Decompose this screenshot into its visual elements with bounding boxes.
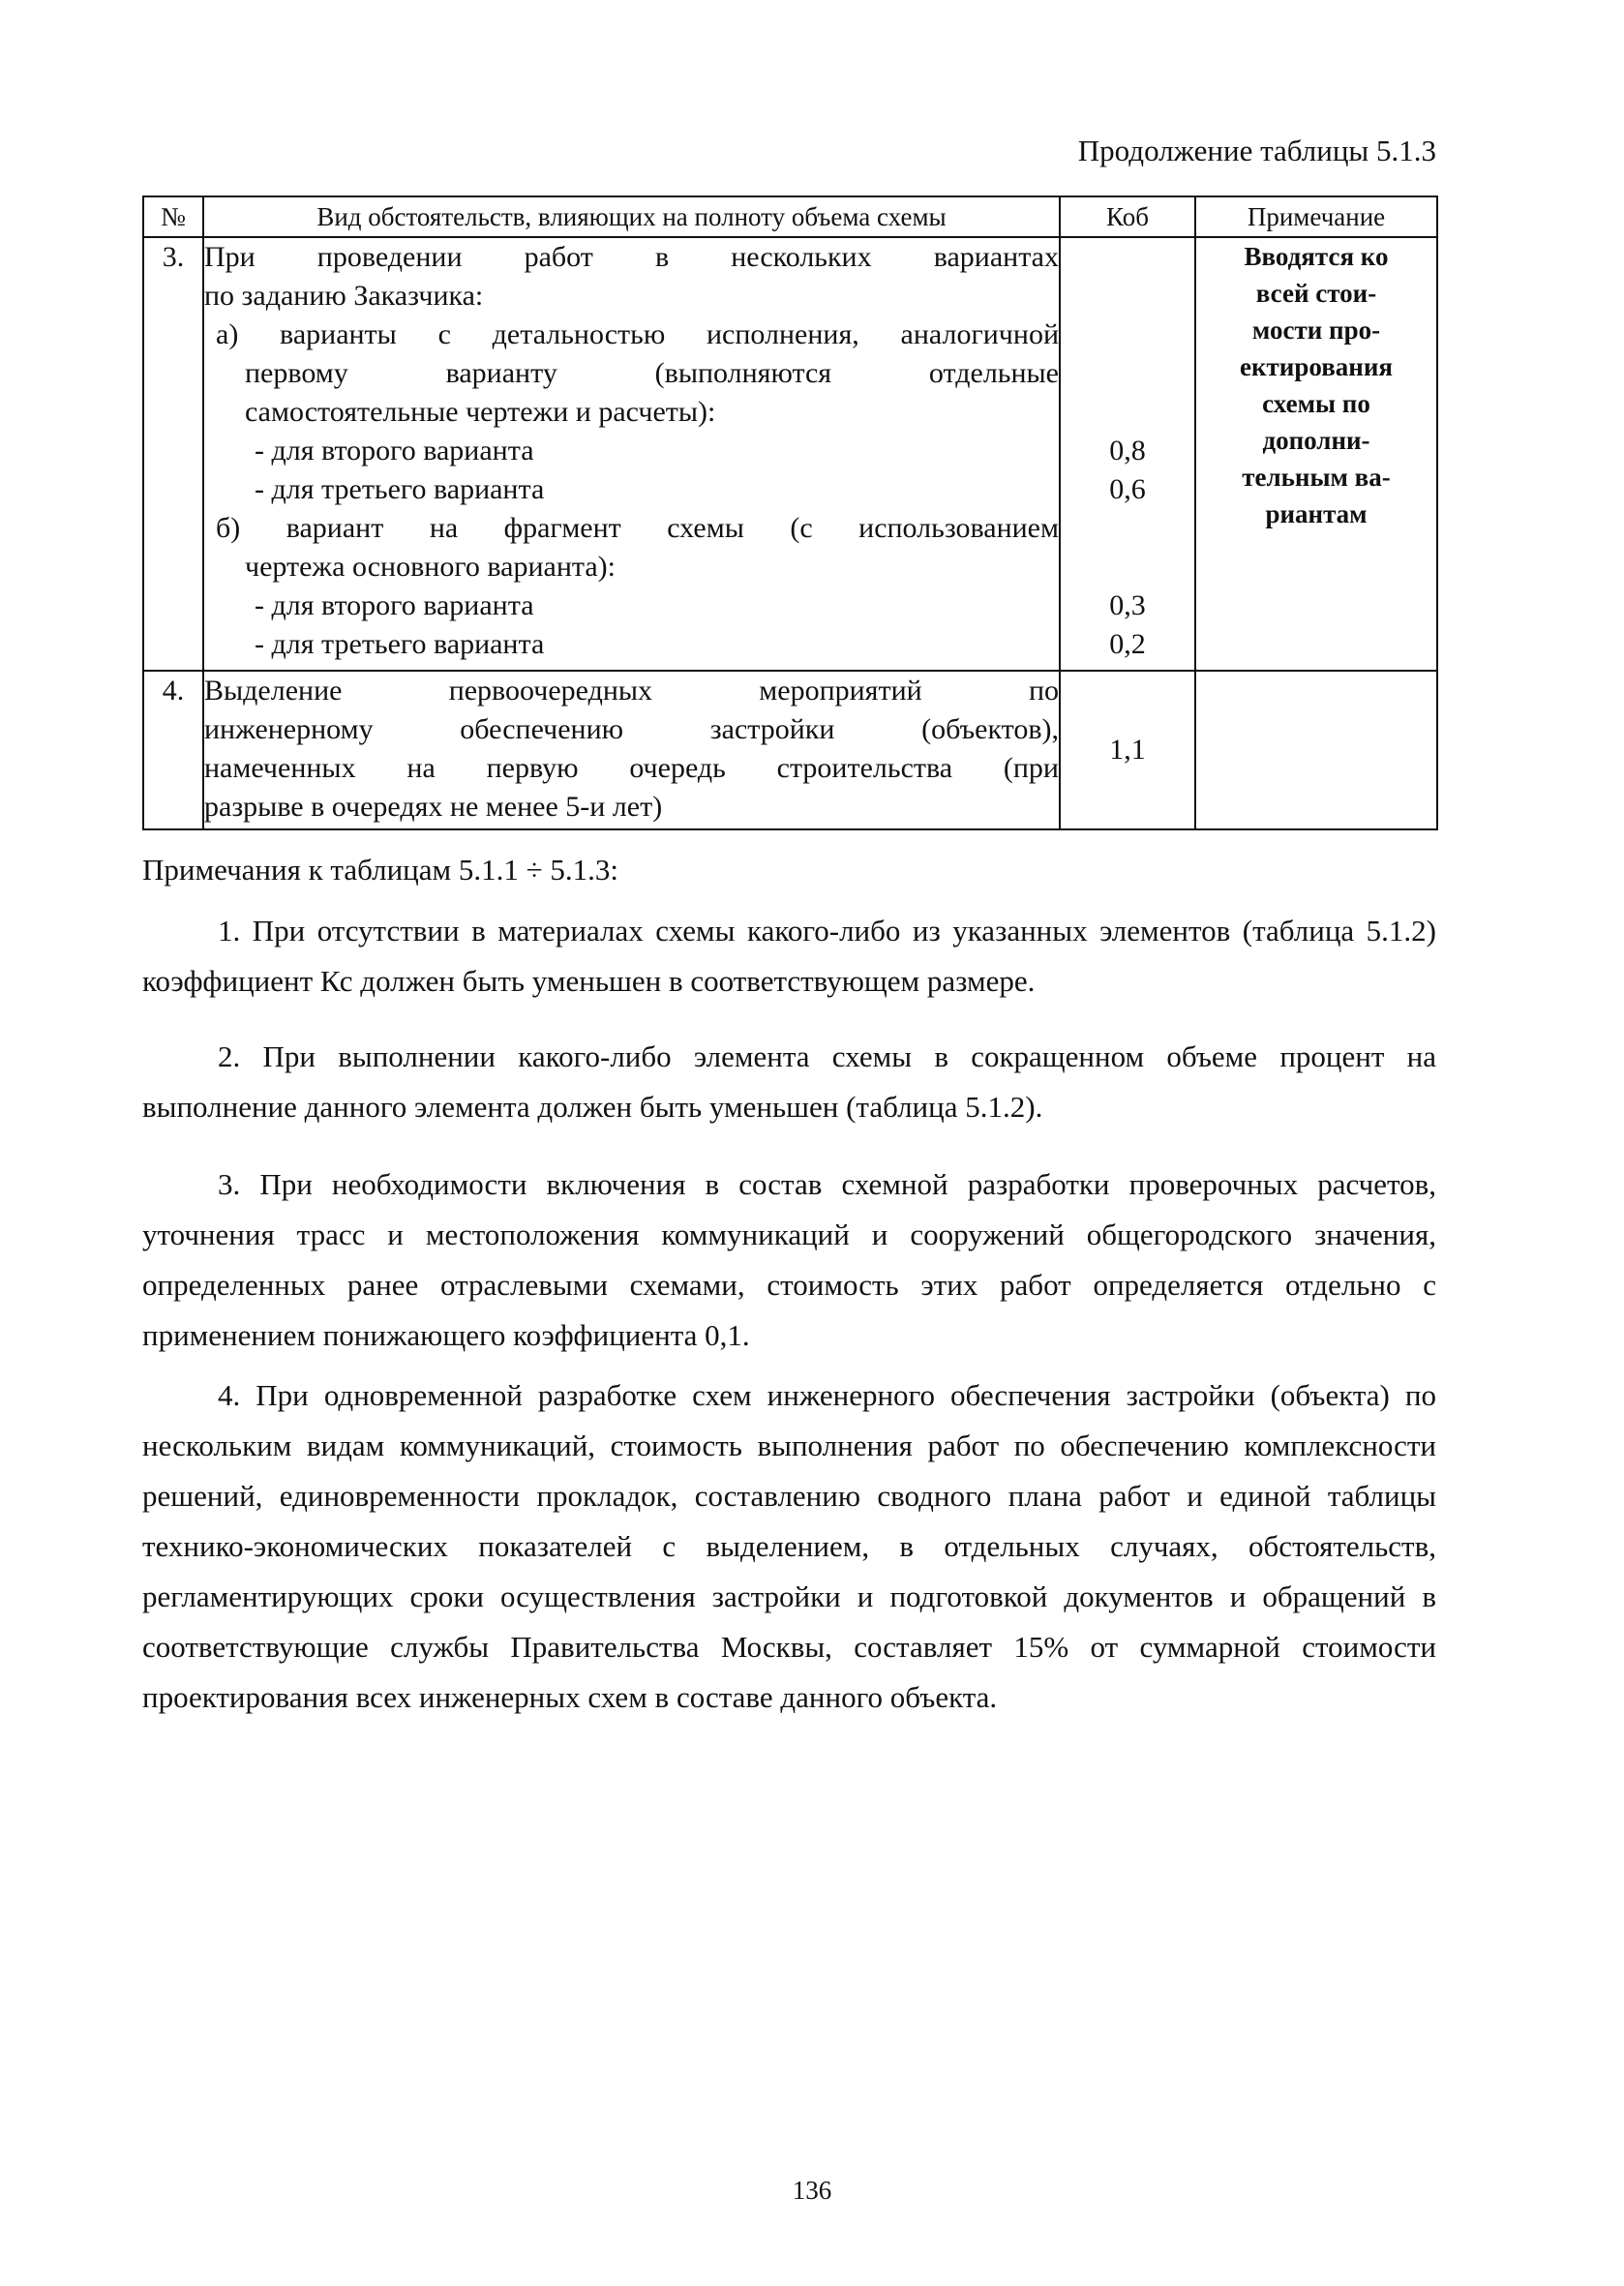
description-line: инженерному обеспечению застройки (объектов),: [204, 713, 1059, 745]
coefficients-table: [142, 196, 1438, 830]
row-description: [203, 671, 1060, 829]
note-paragraph: 3. При необходимости включения в состав схемной разработки проверочных расчетов, уточнения трасс и местоположения коммуникаций и сооружений общегородского значения, определенных ранее отраслевыми схемами, стоимость этих работ определяется отдельно с применением понижающего коэффициента 0,1.: [142, 1167, 1436, 1352]
note-line: всей стои-: [1255, 279, 1377, 308]
table-row: [143, 671, 1437, 829]
description-line: чертежа основного варианта):: [245, 551, 616, 583]
table-header-row: [143, 196, 1437, 237]
note-line: схемы по: [1262, 389, 1370, 418]
row-description: [203, 237, 1060, 671]
description-line: - для третьего варианта: [255, 628, 545, 660]
description-line: разрыве в очередях не менее 5-и лет): [204, 791, 663, 823]
description-line: При проведении работ в нескольких вариантах: [204, 241, 1059, 273]
coefficient-value: 0,3: [1109, 589, 1146, 621]
note-line: Вводятся ко: [1244, 242, 1389, 271]
header-number: №: [143, 196, 203, 237]
coefficient-value: 0,8: [1109, 435, 1146, 466]
description-line: - для третьего варианта: [255, 473, 545, 505]
description-line: - для второго варианта: [255, 435, 534, 466]
note-paragraph: 1. При отсутствии в материалах схемы какого-либо из указанных элементов (таблица 5.1.2) коэффициент Кс должен быть уменьшен в соответствующем размере.: [142, 914, 1436, 998]
coefficient-value: 0,2: [1109, 628, 1146, 660]
description-line: по заданию Заказчика:: [204, 280, 484, 312]
note-cell: [1195, 671, 1437, 829]
description-line: а) варианты с детальностью исполнения, аналогичной: [216, 318, 1059, 350]
note-line: дополни-: [1262, 426, 1370, 455]
description-line: б) вариант на фрагмент схемы (с использованием: [216, 512, 1059, 544]
description-line: намеченных на первую очередь строительства (при: [204, 752, 1059, 784]
note-cell: [1195, 237, 1437, 671]
note-line: риантам: [1265, 499, 1368, 528]
note-paragraph: 4. При одновременной разработке схем инженерного обеспечения застройки (объекта) по нескольким видам коммуникаций, стоимость выполнения работ по обеспечению комплексности решений, единовременности прокладок, составлению сводного плана работ и единой таблицы технико-экономических показателей с выделением, в отдельных случаях, обстоятельств, регламентирующих сроки осуществления застройки и подготовкой документов и обращений в соответствующие службы Правительства Москвы, составляет 15% от суммарной стоимости проектирования всех инженерных схем в составе данного объекта.: [142, 1378, 1436, 1714]
note-line: тельным ва-: [1242, 463, 1391, 492]
header-circumstances: Вид обстоятельств, влияющих на полноту объема схемы: [203, 196, 1060, 237]
coefficient-value: 0,6: [1109, 473, 1146, 505]
description-line: первому варианту (выполняются отдельные: [245, 357, 1059, 389]
table-continuation-label: Продолжение таблицы 5.1.3: [1077, 134, 1436, 167]
notes-heading: Примечания к таблицам 5.1.1 ÷ 5.1.3:: [142, 853, 619, 887]
note-line: ектирования: [1239, 352, 1393, 381]
description-line: самостоятельные чертежи и расчеты):: [245, 396, 716, 428]
table-row: [143, 237, 1437, 671]
coefficient-cell: [1060, 671, 1195, 829]
description-line: - для второго варианта: [255, 589, 534, 621]
page-number: 136: [792, 2176, 832, 2205]
row-number: 4.: [143, 671, 203, 829]
header-note: Примечание: [1195, 196, 1437, 237]
note-line: мости про-: [1251, 316, 1381, 345]
row-number: 3.: [143, 237, 203, 671]
header-coefficient: Коб: [1060, 196, 1195, 237]
note-paragraph: 2. При выполнении какого-либо элемента схемы в сокращенном объеме процент на выполнение данного элемента должен быть уменьшен (таблица 5.1.2).: [142, 1039, 1436, 1124]
description-line: Выделение первоочередных мероприятий по: [204, 675, 1059, 707]
coefficient-cell: [1060, 237, 1195, 671]
coefficient-value: 1,1: [1109, 734, 1146, 766]
